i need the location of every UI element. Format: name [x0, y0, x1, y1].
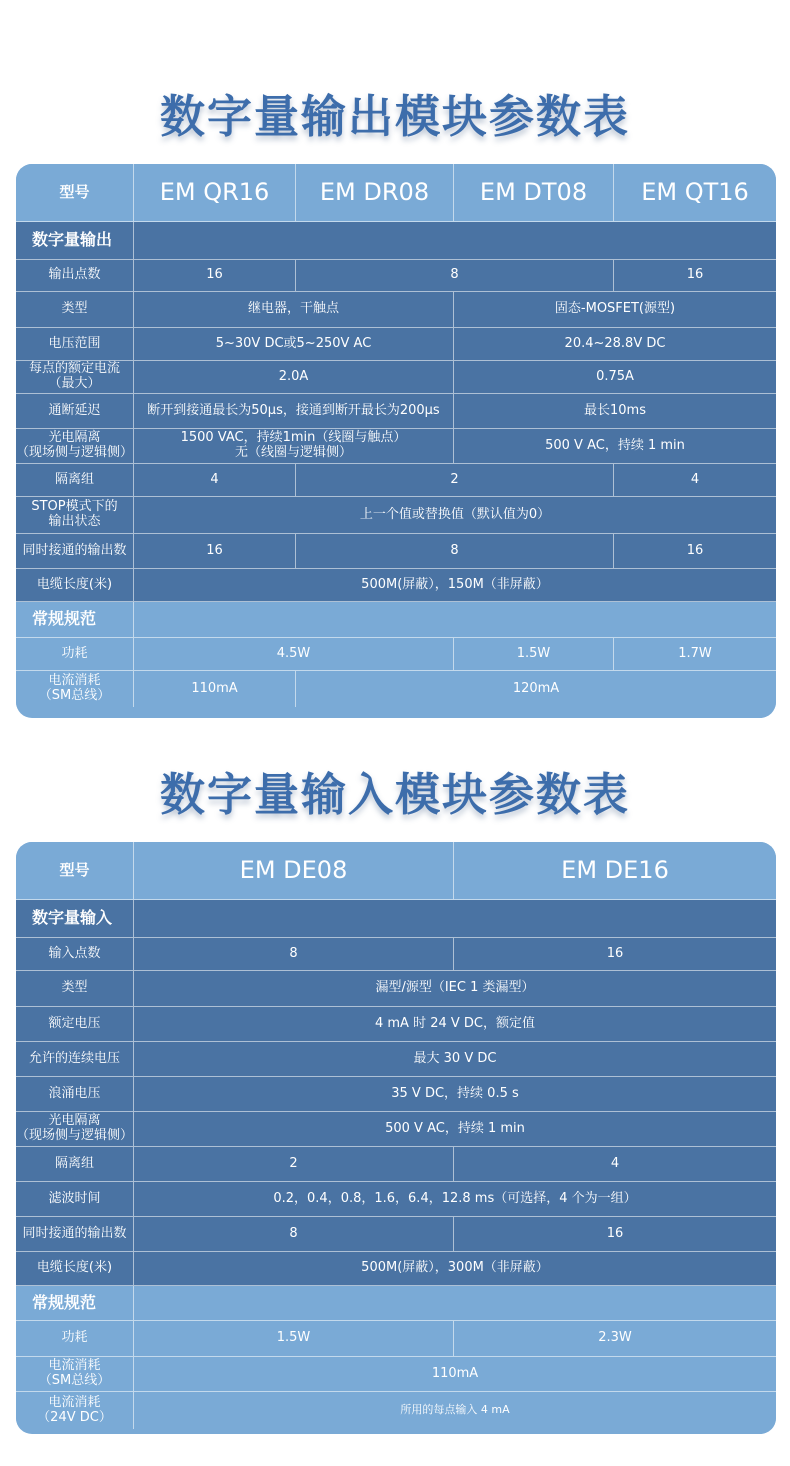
- cell-filter-time: 0.2，0.4，0.8，1.6，6.4，12.8 ms（可选择，4 个为一组）: [134, 1182, 776, 1217]
- cell-power-qt16: 1.7W: [614, 638, 776, 671]
- row-label-switching-delay: 通断延迟: [16, 394, 134, 429]
- cell-delay-mosfet: 最长10ms: [454, 394, 776, 429]
- cell-simultaneous-dr08-dt08: 8: [296, 534, 614, 569]
- row-label-rated-current: 每点的额定电流 （最大）: [16, 361, 134, 394]
- output-parameter-table: [16, 164, 776, 718]
- row-label-type: 类型: [16, 292, 134, 328]
- cell-voltage-relay: 5~30V DC或5~250V AC: [134, 328, 454, 361]
- cell-input-isolation: 500 V AC，持续 1 min: [134, 1112, 776, 1147]
- row-label-stop-mode-state: STOP模式下的 输出状态: [16, 497, 134, 534]
- cell-input-groups-de16: 4: [454, 1147, 776, 1182]
- section-digital-input: 数字量输入: [16, 900, 134, 938]
- row-label-rated-voltage: 额定电压: [16, 1007, 134, 1042]
- cell-power-relay: 4.5W: [134, 638, 454, 671]
- cell-type-mosfet: 固态-MOSFET(源型): [454, 292, 776, 328]
- header-model-em-de16: EM DE16: [454, 842, 776, 900]
- row-label-isolation: 光电隔离 （现场侧与逻辑侧）: [16, 429, 134, 464]
- cell-input-simultaneous-de16: 16: [454, 1217, 776, 1252]
- row-label-surge-voltage: 浪涌电压: [16, 1077, 134, 1112]
- header-model-em-dt08: EM DT08: [454, 164, 614, 222]
- cell-rated-voltage: 4 mA 时 24 V DC，额定值: [134, 1007, 776, 1042]
- cell-sm-current-qr16: 110mA: [134, 671, 296, 707]
- row-label-cable-length: 电缆长度(米): [16, 569, 134, 602]
- input-parameter-table: [16, 842, 776, 1434]
- header-model-label: 型号: [16, 842, 134, 900]
- cell-input-24v-current: 所用的每点输入 4 mA: [134, 1392, 776, 1429]
- section-input-general-specs: 常规规范: [16, 1286, 134, 1321]
- cell-input-sm-current: 110mA: [134, 1357, 776, 1392]
- cell-input-points-de16: 16: [454, 938, 776, 971]
- row-label-input-type: 类型: [16, 971, 134, 1007]
- cell-input-points-de08: 8: [134, 938, 454, 971]
- cell-current-relay: 2.0A: [134, 361, 454, 394]
- cell-input-cable: 500M(屏蔽），300M（非屏蔽）: [134, 1252, 776, 1286]
- row-label-input-24v-current: 电流消耗 （24V DC）: [16, 1392, 134, 1429]
- input-table-title: 数字量输入模块参数表: [159, 768, 630, 821]
- cell-surge-voltage: 35 V DC，持续 0.5 s: [134, 1077, 776, 1112]
- cell-output-points-qt16: 16: [614, 260, 776, 292]
- cell-continuous-voltage: 最大 30 V DC: [134, 1042, 776, 1077]
- section-input-general-filler: [134, 1286, 776, 1321]
- row-label-output-points: 输出点数: [16, 260, 134, 292]
- cell-groups-qr16: 4: [134, 464, 296, 497]
- section-general-specs-filler: [134, 602, 776, 638]
- cell-simultaneous-qr16: 16: [134, 534, 296, 569]
- cell-input-type: 漏型/源型（IEC 1 类漏型）: [134, 971, 776, 1007]
- cell-input-power-de08: 1.5W: [134, 1321, 454, 1357]
- row-label-input-cable: 电缆长度(米): [16, 1252, 134, 1286]
- row-label-power: 功耗: [16, 638, 134, 671]
- cell-input-simultaneous-de08: 8: [134, 1217, 454, 1252]
- row-label-voltage-range: 电压范围: [16, 328, 134, 361]
- cell-input-groups-de08: 2: [134, 1147, 454, 1182]
- cell-groups-dr08-dt08: 2: [296, 464, 614, 497]
- row-label-input-simultaneous: 同时接通的输出数: [16, 1217, 134, 1252]
- cell-current-mosfet: 0.75A: [454, 361, 776, 394]
- cell-type-relay: 继电器，干触点: [134, 292, 454, 328]
- cell-isolation-relay: 1500 VAC，持续1min（线圈与触点） 无（线圈与逻辑侧）: [134, 429, 454, 464]
- cell-stop-mode-state: 上一个值或替换值（默认值为0）: [134, 497, 776, 534]
- cell-output-points-qr16: 16: [134, 260, 296, 292]
- row-label-isolation-groups: 隔离组: [16, 464, 134, 497]
- row-label-continuous-voltage: 允许的连续电压: [16, 1042, 134, 1077]
- cell-input-power-de16: 2.3W: [454, 1321, 776, 1357]
- cell-output-points-dr08-dt08: 8: [296, 260, 614, 292]
- row-label-input-isolation: 光电隔离 （现场侧与逻辑侧）: [16, 1112, 134, 1147]
- cell-cable-length: 500M(屏蔽），150M（非屏蔽）: [134, 569, 776, 602]
- section-digital-output-filler: [134, 222, 776, 260]
- section-digital-input-filler: [134, 900, 776, 938]
- cell-groups-qt16: 4: [614, 464, 776, 497]
- header-model-label: 型号: [16, 164, 134, 222]
- section-general-specs: 常规规范: [16, 602, 134, 638]
- output-table-title: 数字量输出模块参数表: [159, 90, 630, 143]
- row-label-input-sm-current: 电流消耗 （SM总线）: [16, 1357, 134, 1392]
- row-label-input-power: 功耗: [16, 1321, 134, 1357]
- row-label-sm-current: 电流消耗 （SM总线）: [16, 671, 134, 707]
- header-model-em-de08: EM DE08: [134, 842, 454, 900]
- section-digital-output: 数字量输出: [16, 222, 134, 260]
- cell-voltage-mosfet: 20.4~28.8V DC: [454, 328, 776, 361]
- cell-sm-current-others: 120mA: [296, 671, 776, 707]
- row-label-input-points: 输入点数: [16, 938, 134, 971]
- header-model-em-qr16: EM QR16: [134, 164, 296, 222]
- cell-delay-relay: 断开到接通最长为50μs，接通到断开最长为200μs: [134, 394, 454, 429]
- row-label-input-groups: 隔离组: [16, 1147, 134, 1182]
- header-model-em-dr08: EM DR08: [296, 164, 454, 222]
- row-label-simultaneous-outputs: 同时接通的输出数: [16, 534, 134, 569]
- cell-simultaneous-qt16: 16: [614, 534, 776, 569]
- row-label-filter-time: 滤波时间: [16, 1182, 134, 1217]
- cell-isolation-mosfet: 500 V AC，持续 1 min: [454, 429, 776, 464]
- cell-power-dt08: 1.5W: [454, 638, 614, 671]
- header-model-em-qt16: EM QT16: [614, 164, 776, 222]
